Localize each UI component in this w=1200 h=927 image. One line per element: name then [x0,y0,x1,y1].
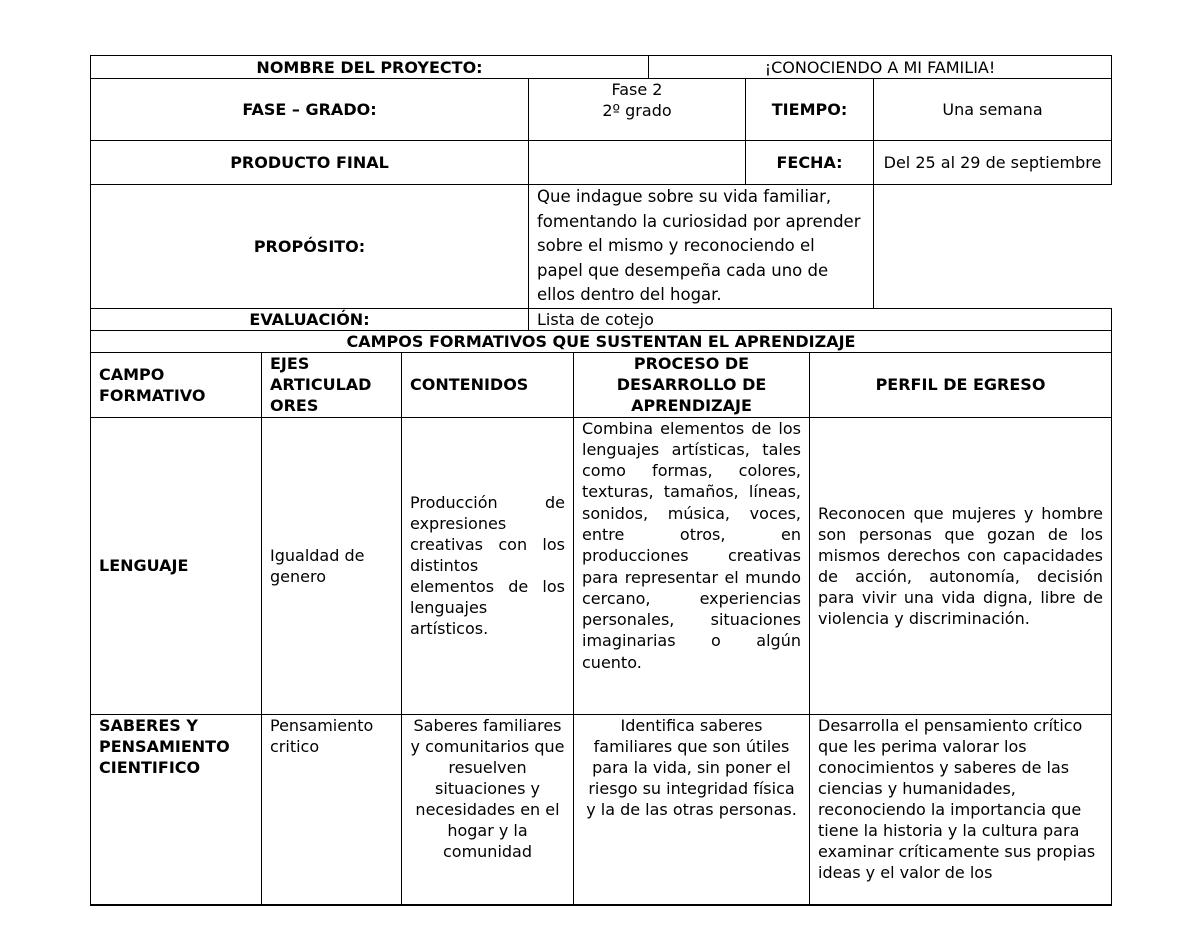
document-page [90,55,1111,906]
project-info-table [90,55,1112,353]
col-header-ejes: EJES ARTICULAD ORES [262,352,402,417]
row-proposito [91,185,1112,309]
cell-perfil: Desarrolla el pensamiento crítico que les perima valorar los conocimientos y saberes de las ciencias y humanidades, reconociendo la importancia que tiene la historia y la cultura para examinar críticamente sus propias ideas y el valor de los [810,714,1112,905]
cell-perfil: Reconocen que mujeres y hombre son personas que gozan de los mismos derechos con capacidades de acción, autonomía, decisión para vivir una vida digna, libre de violencia y discriminación. [810,417,1112,714]
cell-proceso: Identifica saberes familiares que son útiles para la vida, sin poner el riesgo su integridad física y la de las otras personas. [574,714,810,905]
cell-ejes: Pensamiento critico [262,714,402,905]
cell-proceso: Combina elementos de los lenguajes artísticas, tales como formas, colores, texturas, tamaños, líneas, sonidos, música, voces, entre otros, en producciones creativas para representar el mundo cercano, experiencias personales, situaciones imaginarias o algún cuento. [574,417,810,714]
col-header-contenidos: CONTENIDOS [402,352,574,417]
formative-fields-table [90,352,1112,907]
fase-line1: Fase 2 [611,80,663,99]
evaluacion-label: EVALUACIÓN: [91,308,529,330]
fecha-value: Del 25 al 29 de septiembre [874,141,1112,185]
col-header-perfil: PERFIL DE EGRESO [810,352,1112,417]
table-row [91,417,1112,714]
nombre-label: NOMBRE DEL PROYECTO: [91,56,649,79]
col-header-proceso: PROCESO DE DESARROLLO DE APRENDIZAJE [574,352,810,417]
table-header-row [91,352,1112,417]
cell-contenidos: Saberes familiares y comunitarios que resuelven situaciones y necesidades en el hogar y la comunidad [402,714,574,905]
row-producto [91,141,1112,185]
producto-label: PRODUCTO FINAL [91,141,529,185]
row-fase [91,79,1112,141]
cell-contenidos: Producción de expresiones creativas con los distintos elementos de los lenguajes artísticos. [402,417,574,714]
proposito-value: Que indague sobre su vida familiar, fomentando la curiosidad por aprender sobre el mismo y reconociendo el papel que desempeña cada uno de ellos dentro del hogar. [529,185,874,309]
fecha-label: FECHA: [746,141,874,185]
proposito-label: PROPÓSITO: [91,185,529,309]
section-title: CAMPOS FORMATIVOS QUE SUSTENTAN EL APRENDIZAJE [91,330,1112,352]
row-nombre [91,56,1112,79]
evaluacion-value: Lista de cotejo [529,308,1112,330]
col-header-campo: CAMPO FORMATIVO [91,352,262,417]
cell-campo: SABERES Y PENSAMIENTO CIENTIFICO [91,714,262,905]
cell-ejes: Igualdad de genero [262,417,402,714]
fase-line2: 2º grado [602,101,672,120]
nombre-value: ¡CONOCIENDO A MI FAMILIA! [649,56,1112,79]
table-row [91,714,1112,905]
producto-value [529,141,746,185]
row-section-title [91,330,1112,352]
fase-label: FASE – GRADO: [91,79,529,141]
row-evaluacion [91,308,1112,330]
fase-value [529,79,746,141]
tiempo-value: Una semana [874,79,1112,141]
cell-campo: LENGUAJE [91,417,262,714]
tiempo-label: TIEMPO: [746,79,874,141]
